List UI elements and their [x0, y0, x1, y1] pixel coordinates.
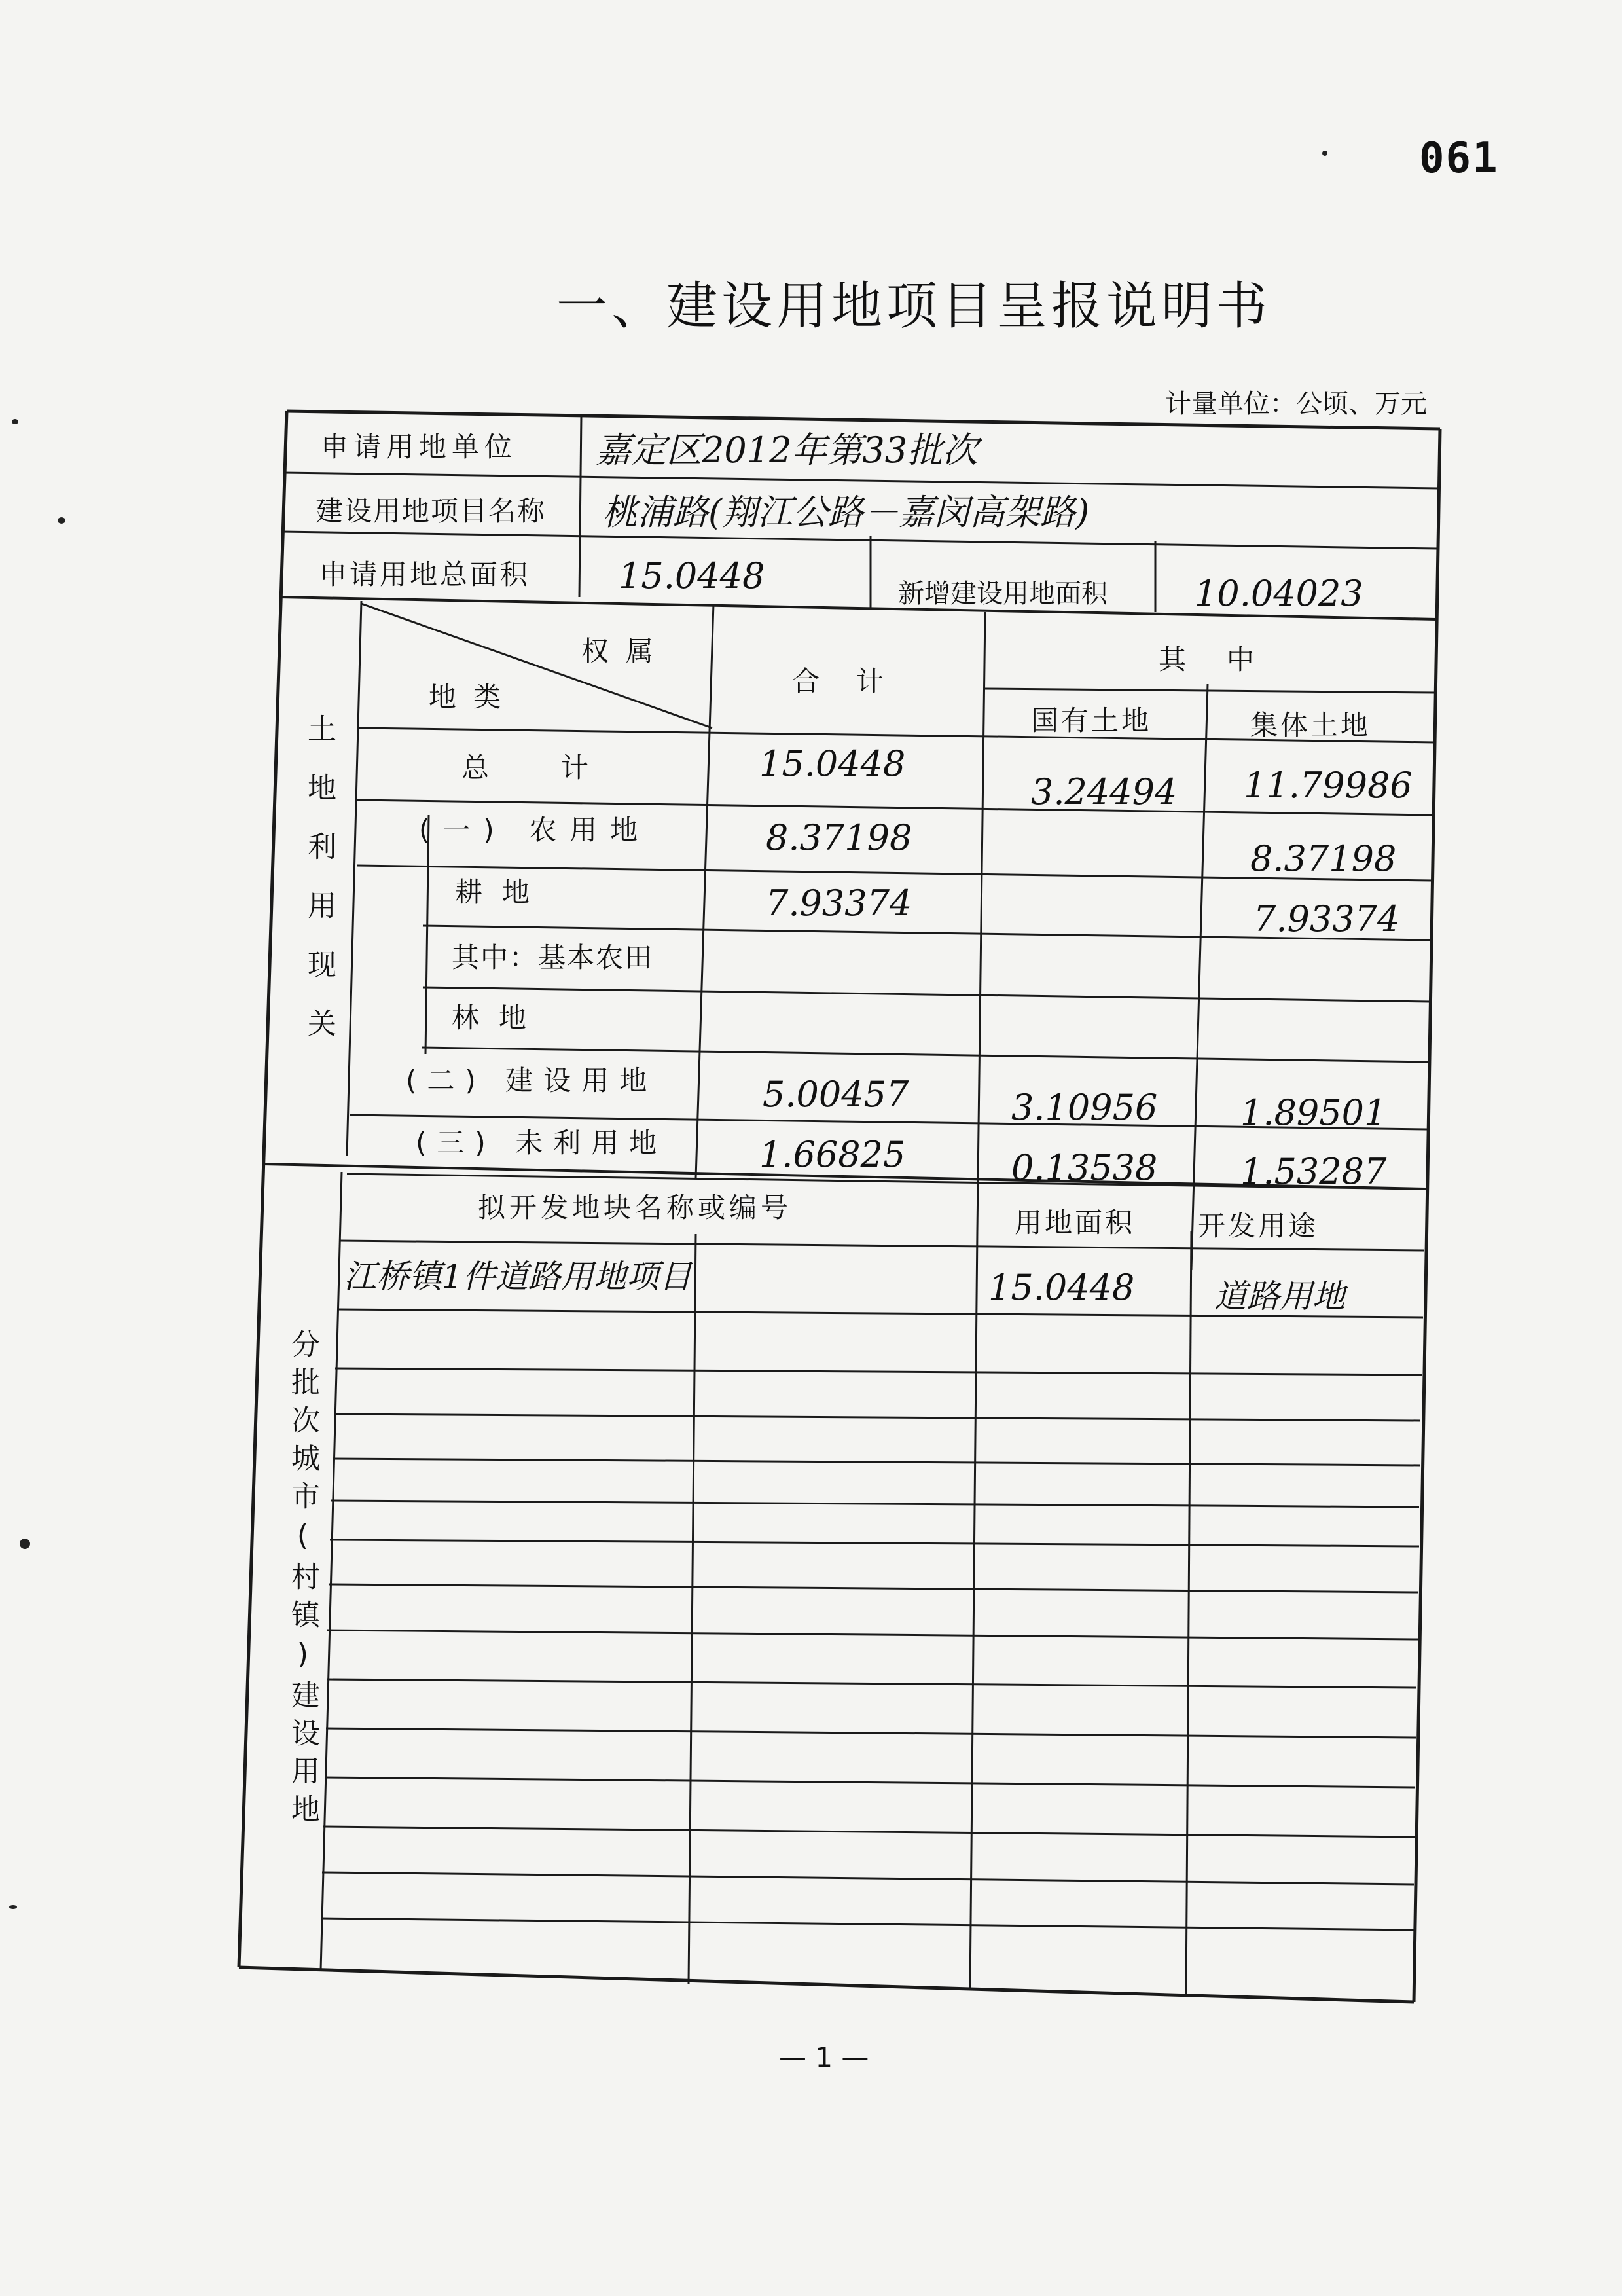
- unit-note: 计量单位：公顷、万元: [1165, 389, 1427, 419]
- row-cultivated-total: 7.93374: [766, 883, 912, 924]
- row-label-total: 总计: [461, 752, 661, 784]
- row-total-state: 3.24494: [1031, 771, 1178, 812]
- ownership-label: 权属: [581, 635, 671, 667]
- area-header: 用地面积: [1015, 1207, 1136, 1239]
- plot-header: 拟开发地块名称或编号: [478, 1192, 793, 1224]
- project-value: 桃浦路(翔江公路－嘉闵高架路): [602, 492, 1090, 533]
- new-area-value: 10.04023: [1195, 573, 1363, 614]
- batch-row-purpose: 道路用地: [1214, 1277, 1345, 1315]
- new-area-label: 新增建设用地面积: [898, 579, 1108, 609]
- total-area-label: 申请用地总面积: [319, 558, 531, 591]
- scan-speck: [20, 1539, 30, 1549]
- scan-speck: [9, 1905, 17, 1909]
- row-unused-total: 1.66825: [759, 1134, 906, 1175]
- batch-section-label: 分批次城市(村镇)建设用地: [286, 1329, 319, 1832]
- land-use-section-label: 土地利用现关: [302, 714, 336, 1067]
- land-type-label: 地类: [429, 681, 518, 713]
- row-label-construction: (二) 建设用地: [406, 1065, 658, 1097]
- row-construction-state: 3.10956: [1011, 1087, 1158, 1128]
- row-construction-total: 5.00457: [763, 1074, 909, 1115]
- page-title: 一、建设用地项目呈报说明书: [556, 277, 1272, 336]
- purpose-header: 开发用途: [1198, 1210, 1319, 1242]
- row-agri-total: 8.37198: [766, 817, 912, 858]
- total-col-label: 合计: [792, 665, 921, 697]
- scan-speck: [1322, 151, 1327, 156]
- row-agri-collective: 8.37198: [1250, 838, 1397, 879]
- collective-land-label: 集体土地: [1250, 709, 1371, 741]
- row-total-total: 15.0448: [759, 743, 906, 784]
- scan-speck: [58, 517, 65, 524]
- row-label-forest: 林地: [452, 1002, 547, 1034]
- among-label: 其中: [1159, 644, 1295, 676]
- row-cultivated-collective: 7.93374: [1253, 898, 1400, 939]
- row-construction-collective: 1.89501: [1240, 1092, 1387, 1133]
- applicant-label: 申请用地单位: [321, 431, 518, 463]
- project-label: 建设用地项目名称: [315, 495, 547, 527]
- scan-speck: [12, 419, 18, 424]
- row-label-cultivated: 耕地: [455, 876, 550, 908]
- batch-row-plot: 江桥镇1件道路用地项目: [344, 1258, 692, 1296]
- state-land-label: 国有土地: [1031, 704, 1152, 737]
- row-unused-state: 0.13538: [1011, 1147, 1158, 1188]
- row-label-agri: (一) 农用地: [419, 814, 651, 846]
- stamp-number: 061: [1419, 134, 1499, 183]
- row-total-collective: 11.79986: [1244, 765, 1413, 806]
- row-label-basic-farmland: 其中：基本农田: [452, 941, 654, 974]
- row-unused-collective: 1.53287: [1240, 1151, 1387, 1192]
- batch-row-area: 15.0448: [988, 1267, 1135, 1308]
- total-area-value: 15.0448: [619, 555, 765, 596]
- page-footer: — 1 —: [779, 2041, 869, 2073]
- row-label-unused: (三) 未利用地: [416, 1127, 668, 1159]
- applicant-value: 嘉定区2012年第33批次: [596, 429, 979, 471]
